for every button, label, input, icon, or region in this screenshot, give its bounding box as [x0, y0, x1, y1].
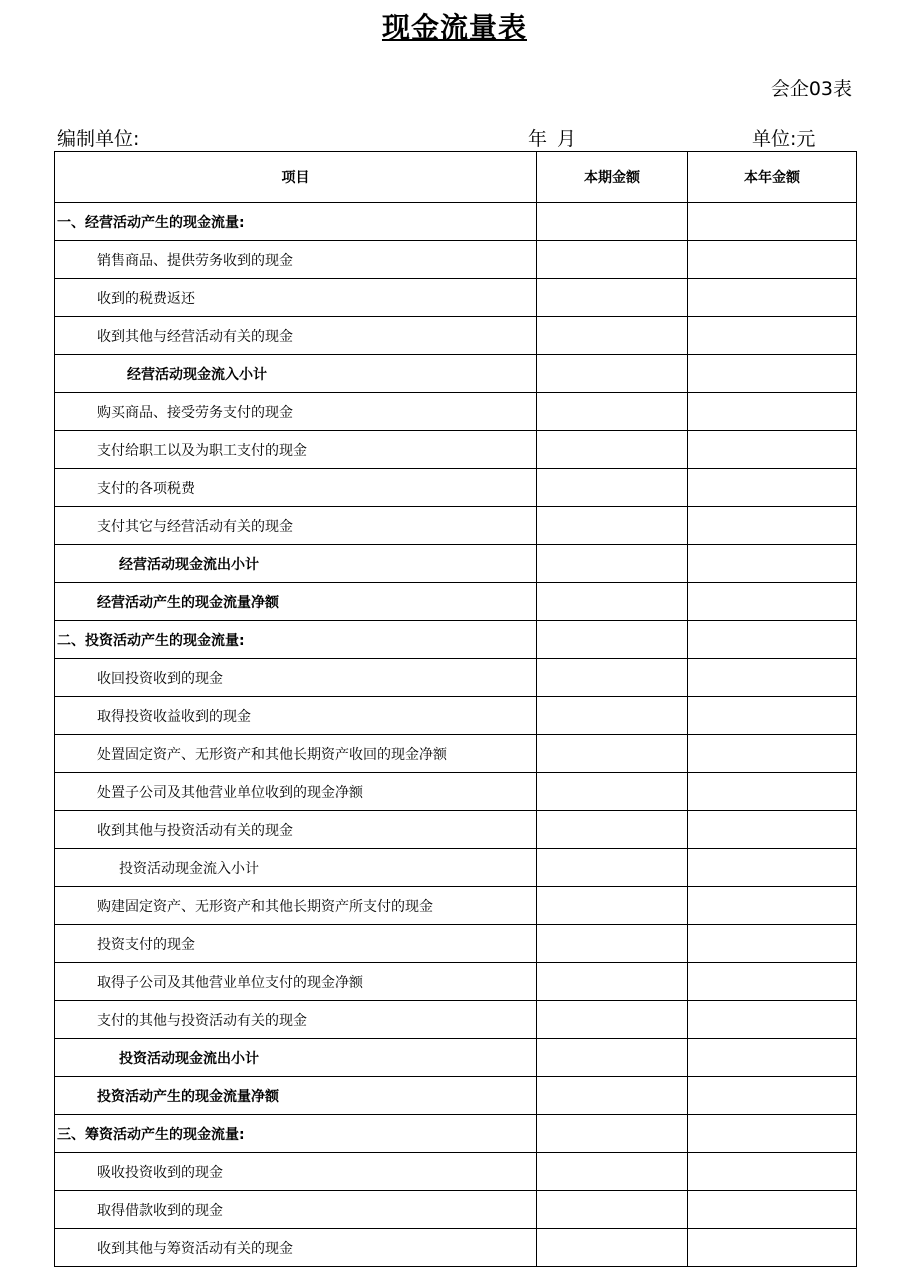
- current-period-amount-cell[interactable]: [537, 1001, 688, 1039]
- current-year-amount-cell[interactable]: [688, 1001, 857, 1039]
- row-item-label: 取得借款收到的现金: [55, 1191, 537, 1229]
- table-row: [55, 1229, 857, 1267]
- row-item-label: 经营活动产生的现金流量净额: [55, 583, 537, 621]
- current-period-amount-cell[interactable]: [537, 241, 688, 279]
- unit-label: 单位:元: [752, 128, 816, 150]
- row-item-label: 购买商品、接受劳务支付的现金: [55, 393, 537, 431]
- row-item-label: 投资活动产生的现金流量净额: [55, 1077, 537, 1115]
- current-period-amount-cell[interactable]: [537, 1153, 688, 1191]
- table-row: [55, 773, 857, 811]
- table-row: [55, 431, 857, 469]
- row-item-label: 支付其它与经营活动有关的现金: [55, 507, 537, 545]
- row-item-label: 支付的各项税费: [55, 469, 537, 507]
- row-item-label: 收到的税费返还: [55, 279, 537, 317]
- current-period-amount-cell[interactable]: [537, 963, 688, 1001]
- current-year-amount-cell[interactable]: [688, 355, 857, 393]
- cash-flow-table: [54, 151, 857, 1267]
- current-period-amount-cell[interactable]: [537, 1191, 688, 1229]
- row-item-label: 投资活动现金流出小计: [55, 1039, 537, 1077]
- current-period-amount-cell[interactable]: [537, 621, 688, 659]
- table-row: [55, 1191, 857, 1229]
- current-year-amount-cell[interactable]: [688, 697, 857, 735]
- current-year-amount-cell[interactable]: [688, 1229, 857, 1267]
- current-period-amount-cell[interactable]: [537, 431, 688, 469]
- row-item-label: 收回投资收到的现金: [55, 659, 537, 697]
- current-year-amount-cell[interactable]: [688, 1153, 857, 1191]
- row-item-label: 处置子公司及其他营业单位收到的现金净额: [55, 773, 537, 811]
- current-year-amount-cell[interactable]: [688, 849, 857, 887]
- row-item-label: 销售商品、提供劳务收到的现金: [55, 241, 537, 279]
- table-row: [55, 887, 857, 925]
- current-year-amount-cell[interactable]: [688, 203, 857, 241]
- current-year-amount-cell[interactable]: [688, 1077, 857, 1115]
- table-row: [55, 1115, 857, 1153]
- current-year-amount-cell[interactable]: [688, 621, 857, 659]
- row-item-label: 投资支付的现金: [55, 925, 537, 963]
- row-item-label: 支付的其他与投资活动有关的现金: [55, 1001, 537, 1039]
- row-item-label: 经营活动现金流出小计: [55, 545, 537, 583]
- current-period-amount-cell[interactable]: [537, 697, 688, 735]
- table-row: [55, 659, 857, 697]
- row-item-label: 投资活动现金流入小计: [55, 849, 537, 887]
- current-year-amount-cell[interactable]: [688, 279, 857, 317]
- current-year-amount-cell[interactable]: [688, 1115, 857, 1153]
- table-row: [55, 279, 857, 317]
- row-item-label: 二、投资活动产生的现金流量:: [55, 621, 537, 659]
- current-period-amount-cell[interactable]: [537, 469, 688, 507]
- row-item-label: 购建固定资产、无形资产和其他长期资产所支付的现金: [55, 887, 537, 925]
- current-year-amount-cell[interactable]: [688, 659, 857, 697]
- current-period-amount-cell[interactable]: [537, 1077, 688, 1115]
- table-row: [55, 583, 857, 621]
- current-year-amount-cell[interactable]: [688, 317, 857, 355]
- table-row: [55, 621, 857, 659]
- current-period-amount-cell[interactable]: [537, 545, 688, 583]
- table-row: [55, 355, 857, 393]
- column-header-current-year: 本年金额: [688, 152, 857, 203]
- current-period-amount-cell[interactable]: [537, 887, 688, 925]
- row-item-label: 收到其他与经营活动有关的现金: [55, 317, 537, 355]
- table-row: [55, 697, 857, 735]
- current-period-amount-cell[interactable]: [537, 811, 688, 849]
- current-period-amount-cell[interactable]: [537, 393, 688, 431]
- current-period-amount-cell[interactable]: [537, 849, 688, 887]
- current-period-amount-cell[interactable]: [537, 1229, 688, 1267]
- current-year-amount-cell[interactable]: [688, 811, 857, 849]
- current-year-amount-cell[interactable]: [688, 925, 857, 963]
- row-item-label: 收到其他与投资活动有关的现金: [55, 811, 537, 849]
- current-period-amount-cell[interactable]: [537, 735, 688, 773]
- table-row: [55, 469, 857, 507]
- table-row: [55, 317, 857, 355]
- column-header-current-period: 本期金额: [537, 152, 688, 203]
- table-body: [55, 203, 857, 1267]
- current-year-amount-cell[interactable]: [688, 393, 857, 431]
- table-row: [55, 393, 857, 431]
- table-row: [55, 925, 857, 963]
- table-row: [55, 735, 857, 773]
- current-period-amount-cell[interactable]: [537, 355, 688, 393]
- table-header-row: [55, 152, 857, 203]
- current-year-amount-cell[interactable]: [688, 241, 857, 279]
- table-row: [55, 1077, 857, 1115]
- table-row: [55, 811, 857, 849]
- current-year-amount-cell[interactable]: [688, 1039, 857, 1077]
- table-row: [55, 849, 857, 887]
- current-year-amount-cell[interactable]: [688, 773, 857, 811]
- table-row: [55, 203, 857, 241]
- current-period-amount-cell[interactable]: [537, 1115, 688, 1153]
- table-row: [55, 507, 857, 545]
- page-title: 现金流量表: [381, 11, 527, 44]
- current-period-amount-cell[interactable]: [537, 507, 688, 545]
- current-year-amount-cell[interactable]: [688, 545, 857, 583]
- row-item-label: 收到其他与筹资活动有关的现金: [55, 1229, 537, 1267]
- current-year-amount-cell[interactable]: [688, 469, 857, 507]
- date-label: 年 月: [528, 128, 577, 150]
- current-year-amount-cell[interactable]: [688, 507, 857, 545]
- table-row: [55, 963, 857, 1001]
- current-year-amount-cell[interactable]: [688, 735, 857, 773]
- table-row: [55, 545, 857, 583]
- current-period-amount-cell[interactable]: [537, 317, 688, 355]
- current-period-amount-cell[interactable]: [537, 583, 688, 621]
- row-item-label: 取得子公司及其他营业单位支付的现金净额: [55, 963, 537, 1001]
- table-row: [55, 1001, 857, 1039]
- current-period-amount-cell[interactable]: [537, 1039, 688, 1077]
- row-item-label: 取得投资收益收到的现金: [55, 697, 537, 735]
- row-item-label: 吸收投资收到的现金: [55, 1153, 537, 1191]
- current-year-amount-cell[interactable]: [688, 963, 857, 1001]
- current-period-amount-cell[interactable]: [537, 659, 688, 697]
- current-year-amount-cell[interactable]: [688, 583, 857, 621]
- column-header-item: 项目: [55, 152, 537, 203]
- form-code: 会企03表: [770, 78, 852, 100]
- current-period-amount-cell[interactable]: [537, 203, 688, 241]
- current-year-amount-cell[interactable]: [688, 1191, 857, 1229]
- row-item-label: 支付给职工以及为职工支付的现金: [55, 431, 537, 469]
- current-year-amount-cell[interactable]: [688, 887, 857, 925]
- current-period-amount-cell[interactable]: [537, 279, 688, 317]
- row-item-label: 处置固定资产、无形资产和其他长期资产收回的现金净额: [55, 735, 537, 773]
- current-year-amount-cell[interactable]: [688, 431, 857, 469]
- row-item-label: 一、经营活动产生的现金流量:: [55, 203, 537, 241]
- current-period-amount-cell[interactable]: [537, 925, 688, 963]
- compiler-label: 编制单位:: [57, 128, 140, 150]
- current-period-amount-cell[interactable]: [537, 773, 688, 811]
- table-row: [55, 1039, 857, 1077]
- row-item-label: 经营活动现金流入小计: [55, 355, 537, 393]
- row-item-label: 三、筹资活动产生的现金流量:: [55, 1115, 537, 1153]
- table-row: [55, 241, 857, 279]
- table-row: [55, 1153, 857, 1191]
